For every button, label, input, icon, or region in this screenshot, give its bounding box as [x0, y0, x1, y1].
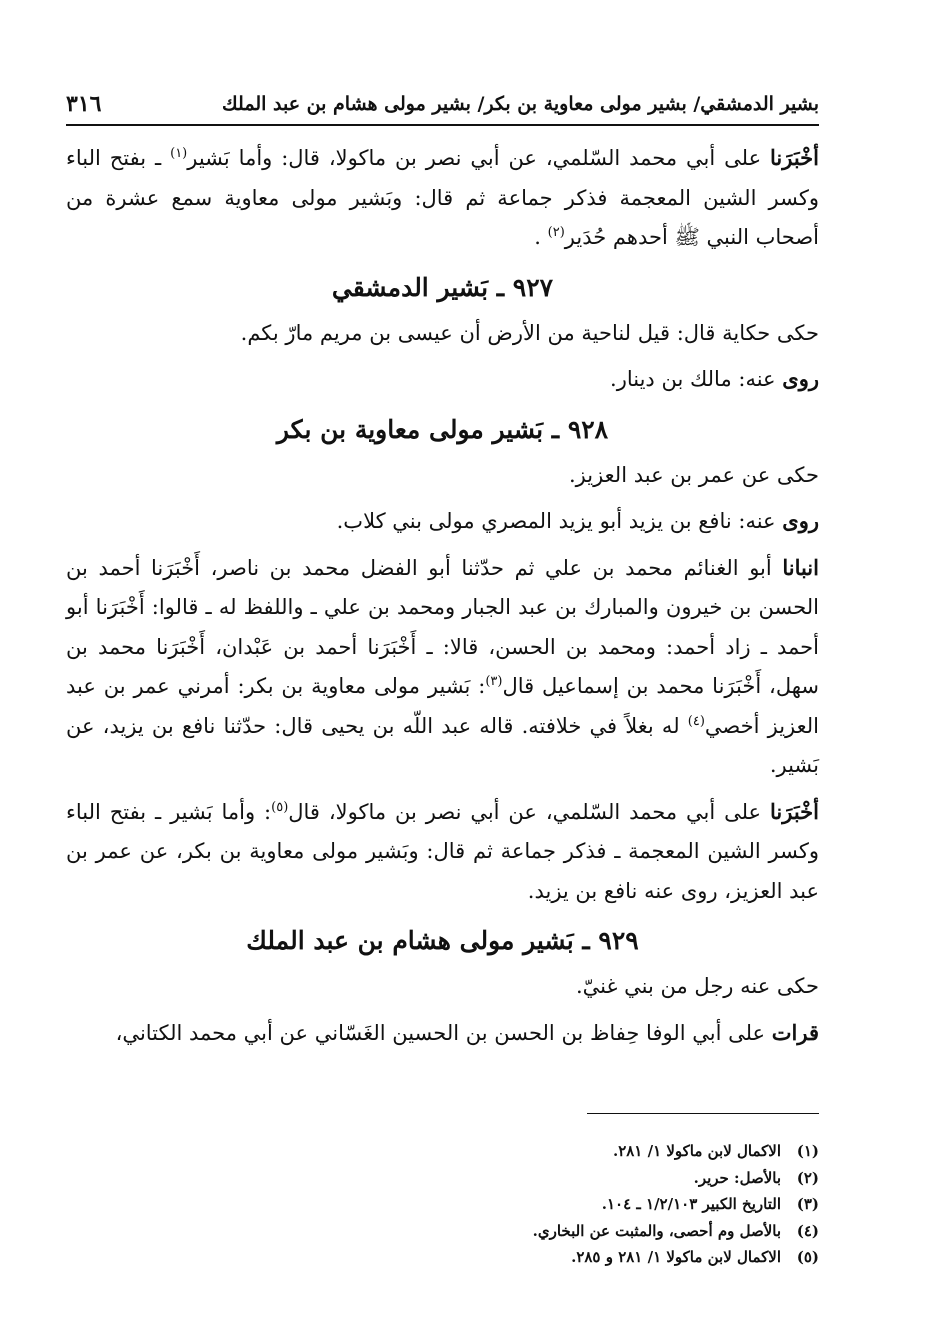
- entry-927-line-2: [66, 359, 819, 400]
- footnote-ref-2: (٢): [547, 225, 565, 240]
- paragraph-text: : وأما بَشير ـ بفتح الباء وكسر الشين المعجمة ـ فذكر جماعة ثم قال: وبَشير مولى معاوية بن بكر، عن عمر بن عبد العزيز، روى عنه نافع بن يزيد.: [66, 799, 819, 903]
- main-text: [66, 138, 819, 1059]
- paragraph-2: [66, 548, 819, 786]
- page-number: ٣١٦: [66, 91, 102, 117]
- entry-title-927: ٩٢٧ ـ بَشير الدمشقي: [331, 272, 554, 302]
- paragraph-text: : بَشير مولى معاوية بن بكر: أمرني عمر بن عبد العزيز أخصي: [66, 674, 819, 738]
- footnote-text: التاريخ الكبير ١/٢/١٠٣ ـ ١٠٤.: [601, 1195, 781, 1213]
- paragraph-text: عنه: نافع بن يزيد أبو يزيد المصري مولى بني كلاب.: [336, 509, 783, 533]
- footnote-5: [66, 1244, 819, 1271]
- entry-929-line-1: حكى عنه رجل من بني غنيّ.: [575, 974, 819, 998]
- footnote-text: بالأصل وم أحصى، والمثبت عن البخاري.: [532, 1221, 781, 1240]
- footnote-separator: [587, 1113, 819, 1114]
- footnote-text: بالأصل: حرير.: [693, 1168, 781, 1187]
- running-title: بشير الدمشقي/ بشير مولى معاوية بن بكر/ بشير مولى هشام بن عبد الملك: [222, 93, 819, 115]
- paragraph-lead: روى: [782, 508, 819, 533]
- entry-927-line-1: حكى حكاية قال: قيل لناحية من الأرض أن عيسى بن مريم مارّ بكم.: [240, 320, 819, 345]
- footnote-number: (٣): [796, 1195, 819, 1213]
- footnote-2: [66, 1165, 819, 1192]
- footnote-1: [66, 1138, 819, 1165]
- paragraph-text: على أبي محمد السّلمي، عن أبي نصر بن ماكولا، قال: وأما بَشير: [187, 146, 771, 170]
- paragraph-lead: روى: [782, 366, 819, 391]
- paragraph-text: ـ بفتح الباء وكسر الشين المعجمة فذكر جماعة ثم قال: وبَشير مولى معاوية سمع عشرة من أصحاب النبي ﷺ أحدهم حُدَير: [66, 146, 819, 249]
- paragraph-4: [66, 1013, 819, 1054]
- footnote-ref-1: (١): [170, 146, 188, 161]
- footnote-number: (٥): [796, 1248, 819, 1266]
- paragraph-lead: انبانا: [782, 554, 819, 580]
- entry-title-929: ٩٢٩ ـ بَشير مولى هشام بن عبد الملك: [246, 926, 639, 955]
- footnote-ref-3: (٣): [485, 674, 503, 689]
- paragraph-1: [66, 138, 819, 258]
- page-header: [66, 84, 819, 126]
- paragraph-text: .: [534, 225, 548, 249]
- paragraph-text: له بغلاً في خلافته. قاله عبد اللّه بن يحيى قال: حدّثنا نافع بن يزيد، عن بَشير.: [66, 713, 819, 777]
- paragraph-text: على أبي الوفا حِفاظ بن الحسن بن الحسين الغَسّاني عن أبي محمد الكتاني،: [115, 1020, 772, 1045]
- entry-928-line-2: [66, 501, 819, 542]
- footnote-text: الاكمال لابن ماكولا ١/ ٢٨١.: [612, 1142, 781, 1160]
- paragraph-lead: أخْبَرَنا: [770, 798, 819, 824]
- footnotes: [66, 1138, 819, 1271]
- footnote-number: (٢): [796, 1168, 819, 1187]
- footnote-ref-5: (٥): [271, 799, 289, 815]
- paragraph-lead: قرات: [771, 1019, 819, 1045]
- footnote-text: الاكمال لابن ماكولا ١/ ٢٨١ و ٢٨٥.: [571, 1248, 781, 1266]
- paragraph-lead: أخْبَرَنا: [770, 145, 819, 170]
- entry-title-928: ٩٢٨ ـ بَشير مولى معاوية بن بكر: [276, 414, 609, 444]
- footnote-ref-4: (٤): [687, 713, 705, 729]
- footnote-4: [66, 1218, 819, 1245]
- footnote-number: (١): [796, 1142, 819, 1160]
- paragraph-text: عنه: مالك بن دينار.: [610, 367, 783, 391]
- entry-928-line-1: حكى عن عمر بن عبد العزيز.: [568, 462, 819, 487]
- paragraph-text: على أبي محمد السّلمي، عن أبي نصر بن ماكولا، قال: [288, 799, 770, 824]
- paragraph-text: أبو الغنائم محمد بن علي ثم حدّثنا أبو الفضل محمد بن ناصر، أَخْبَرَنا أحمد بن الحسن بن خيرون والمبارك بن عبد الجبار ومحمد بن علي ـ واللفظ له ـ قالوا: أَخْبَرَنا أبو أحمد ـ زاد أحمد: ومحمد بن الحسن، قالا: ـ أَخْبَرَنا أحمد بن عَبْدان، أَخْبَرَنا محمد بن سهل، أَخْبَرَنا محمد بن إسماعيل قال: [66, 555, 819, 698]
- footnote-number: (٤): [796, 1221, 819, 1240]
- footnote-3: [66, 1191, 819, 1218]
- paragraph-3: [66, 792, 819, 912]
